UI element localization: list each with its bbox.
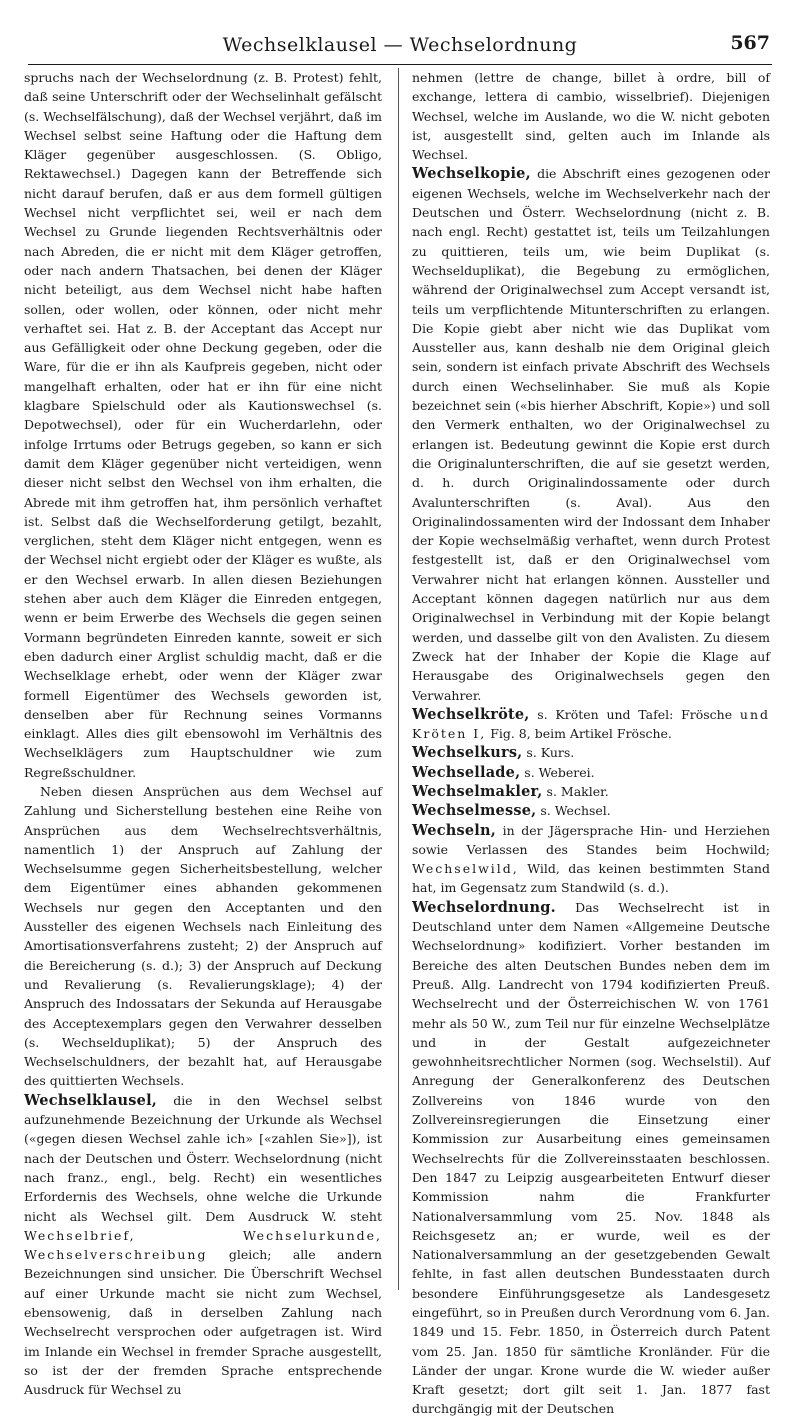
entry-text: s. Weberei. [524,764,595,780]
entry-text: die Abschrift eines gezogenen oder eigenen Wechsels, welche im Wechselverkehr nach der Deutschen und Österr. Wechselordnung (nicht z. B. nach engl. Recht) gestattet ist, teils um Teilzahlungen zu quittieren, teils um, wie beim Duplikat (s. Wechselduplikat), die Begebung zu ermöglichen, während der Originalwechsel zum Accept versandt ist, teils um verpflichtende Mitunterschriften zu erlangen. Die Kopie giebt aber nicht wie das Duplikat vom Aussteller aus, kann deshalb nie dem Original gleich sein, sondern ist einfach private Abschrift des Wechsels durch einen Wechselinhaber. Sie muß als Kopie bezeichnet sein («bis hierher Abschrift, Kopie») und soll den Vermerk enthalten, wo der Originalwechsel zu erlangen ist. Bedeutung gewinnt die Kopie erst durch die Originalunterschriften, die auf sie gesetzt werden, d. h. durch Originalindossamente oder durch Avalunterschriften (s. Aval). Aus den Originalindossamenten wird der Indossant dem Inhaber der Kopie wechselmäßig verhaftet, wenn durch Protest festgestellt ist, daß er den Originalwechsel vom Verwahrer nicht hat erlangen können. Aussteller und Acceptant können dagegen natürlich nur aus dem Originalwechsel in Verbindung mit der Kopie belangt werden, und dasselbe gilt von den Avalisten. Zu diesem Zweck hat der Inhaber der Kopie die Klage auf Herausgabe des Originalwechsels gegen den Verwahrer. [412,166,770,703]
headword: Wechseln, [412,821,496,839]
continued-paragraph: spruchs nach der Wechselordnung (z. B. Protest) fehlt, daß seine Unterschrift oder der Wechselinhalt gefälscht (s. Wechselfälschung), daß der Wechsel verjährt, daß im Wechsel selbst seine Haftung oder die Haftung dem Kläger gegenüber ausgeschlossen. (S. Obligo, Rektawechsel.) Dagegen kann der Betreffende sich nicht darauf berufen, daß er aus dem formell gültigen Wechsel nicht verpflichtet sei, weil er nach dem Wechsel zu Grunde liegenden Rechtsverhältnis oder nach Abreden, die er nicht mit dem Kläger getroffen, oder nach andern Thatsachen, bei denen der Kläger nicht beteiligt, aus dem Wechsel nicht habe haften sollen, oder wollen, oder können, oder nicht mehr verhaftet sei. Hat z. B. der Acceptant das Accept nur aus Gefälligkeit oder ohne Deckung gegeben, oder die Ware, für die er ihn als Kaufpreis gegeben, nicht oder mangelhaft erhalten, oder hat er ihn für eine nicht klagbare Spielschuld oder als Kautionswechsel (s. Depotwechsel), oder für ein Wucherdarlehn, oder infolge Irrtums oder Betrugs gegeben, so kann er sich damit dem Kläger gegenüber nicht verteidigen, wenn dieser nicht selbst den Wechsel von ihm erhalten, die Abrede mit ihm getroffen hat, ihm persönlich verhaftet ist. Selbst daß die Wechselforderung getilgt, bezahlt, verglichen, steht dem Kläger nicht entgegen, wenn es der Wechsel nicht ergiebt oder der Kläger es wußte, als er den Wechsel erwarb. In allen diesen Beziehungen stehen aber auch dem Kläger die Einreden entgegen, wenn er beim Erwerbe des Wechsels die gegen seinen Vormann begründeten Einreden kannte, soweit er sich eben dadurch einer Arglist schuldig macht, daß er die Wechselklage erhebt, oder wenn der Kläger zwar formell Eigentümer des Wechsels geworden ist, denselben aber für Rechnung seines Vormanns einklagt. Alles dies gilt ebensowohl im Verhältnis des Wechselklägers zum Hauptschuldner wie zum Regreßschuldner. [24,70,382,780]
right-column [412,68,770,1419]
headword: Wechselmakler, [412,782,543,800]
entry-wechselkopie [412,164,770,704]
continued-paragraph: nehmen (lettre de change, billet à ordre, bill of exchange, lettera di cambio, wisselbrief). Diejenigen Wechsel, welche im Auslande, wo die W. nicht geboten ist, ausgestellt sind, gelten auch im Inlande als Wechsel. [412,70,770,163]
entry-wechselmakler [412,782,770,801]
entry-text: Wild, das keinen bestimmten Stand hat, im Gegensatz zum Standwild (s. d.). [412,861,770,896]
page-header [28,30,772,65]
entry-text: s. Kurs. [526,745,575,761]
page-number: 567 [730,32,770,54]
entry-wechselkroete [412,705,770,744]
entry-text: Das Wechselrecht ist in Deutschland unter dem Namen «Allgemeine Deutsche Wechselordnung» kodifiziert. Vorher bestanden im Bereiche des alten Deutschen Bundes neben dem im Preuß. Allg. Landrecht von 1794 kodifizierten Preuß. Wechselrecht und der Österreichischen W. von 1761 mehr als 50 W., zum Teil nur für einzelne Wechselplätze und in der Gestalt aufgezeichneter gewohnheitsrechtlicher Normen (sog. Wechselstil). Auf Anregung der Generalkonferenz des Deutschen Zollvereins von 1846 wurde von den Zollvereinsregierungen die Einsetzung einer Kommission zur Ausarbeitung eines gemeinsamen Wechselrechts für die Zollvereinsstaaten beschlossen. Den 1847 zu Leipzig ausgearbeiteten Entwurf dieser Kommission nahm die Frankfurter Nationalversammlung vom 25. Nov. 1848 als Reichsgesetz an; er wurde, weil es der Nationalversammlung an der gesetzgebenden Gewalt fehlte, in fast allen deutschen Bundesstaaten durch besondere Einführungsgesetze als Landesgesetz eingeführt, so in Preußen durch Verordnung vom 6. Jan. 1849 und 15. Febr. 1850, in Österreich durch Patent vom 25. Jan. 1850 für sämtliche Kronländer. Für die Länder der ungar. Krone wurde die W. wieder außer Kraft gesetzt; dort gilt seit 1. Jan. 1877 fast durchgängig mit der Deutschen [412,899,770,1417]
entry-wechsellade [412,763,770,782]
headword: Wechselmesse, [412,802,537,820]
headword: Wechsellade, [412,763,521,781]
entry-wechselkurs [412,743,770,762]
entry-text: s. Kröten und Tafel: Frösche [537,706,733,722]
entry-wechselklausel [24,1091,382,1400]
headword: Wechselkröte, [412,705,530,723]
entry-text: die in den Wechsel selbst aufzunehmende Bezeichnung der Urkunde als Wechsel («gegen diesen Wechsel zahle ich» [«zahlen Sie»]), ist nach der Deutschen und Österr. Wechselordnung (nicht nach franz., engl., belg. Recht) ein wesentliches Erfordernis des Wechsels, ohne welche die Urkunde nicht als Wechsel gilt. Dem Ausdruck W. steht [24,1092,382,1224]
headword: Wechselklausel, [24,1091,158,1109]
headword: Wechselkurs, [412,744,523,762]
entry-text: in der Jägersprache Hin- und Herziehen sowie Verlassen des Standes beim Hochwild; [412,822,770,857]
headword: Wechselordnung. [412,898,556,916]
entry-wechseln [412,821,770,898]
spaced-terms: Wechselbrief, Wechselurkunde, Wechselverschreibung [24,1227,382,1263]
entry-text: gleich; alle andern Bezeichnungen sind unsicher. Die Überschrift Wechsel auf einer Urkunde macht sie nicht zum Wechsel, ebensowenig, daß in derselben Zahlung nach Wechselrecht versprochen oder aufgetragen ist. Wird im Inlande ein Wechsel in fremder Sprache ausgestellt, so ist der der fremden Sprache entsprechende Ausdruck für Wechsel zu [24,1247,382,1398]
column-divider [398,68,399,1290]
claims-paragraph: Neben diesen Ansprüchen aus dem Wechsel auf Zahlung und Sicherstellung bestehen eine Reihe von Ansprüchen aus dem Wechselrechtsverhältnis, namentlich 1) der Anspruch auf Zahlung der Wechselsumme gegen Sicherheitsbestellung, welcher dem Eigentümer eines abhanden gekommenen Wechsels nur gegen den Acceptanten und den Aussteller des eigenen Wechsels nach Einleitung des Amortisationsverfahrens zusteht; 2) der Anspruch auf die Bereicherung (s. d.); 3) der Anspruch auf Deckung und Revalierung (s. Revalierungsklage); 4) der Anspruch des Indossatars der Sekunda auf Herausgabe des Acceptexemplars gegen den Verwahrer desselben (s. Wechselduplikat); 5) der Anspruch des Wechselschuldners, der bezahlt hat, auf Herausgabe des quittierten Wechsels. [24,783,382,1089]
running-title: Wechselklausel — Wechselordnung [222,34,578,56]
spaced-terms: und Kröten I, [412,706,770,742]
left-column [24,68,382,1399]
entry-text: Fig. 8, beim Artikel Frösche. [490,726,672,742]
entry-wechselordnung [412,898,770,1419]
entry-wechselmesse [412,801,770,820]
spaced-terms: Wechselwild, [412,861,519,877]
headword: Wechselkopie, [412,165,531,183]
entry-text: s. Makler. [546,783,609,799]
entry-text: s. Wechsel. [540,803,611,819]
